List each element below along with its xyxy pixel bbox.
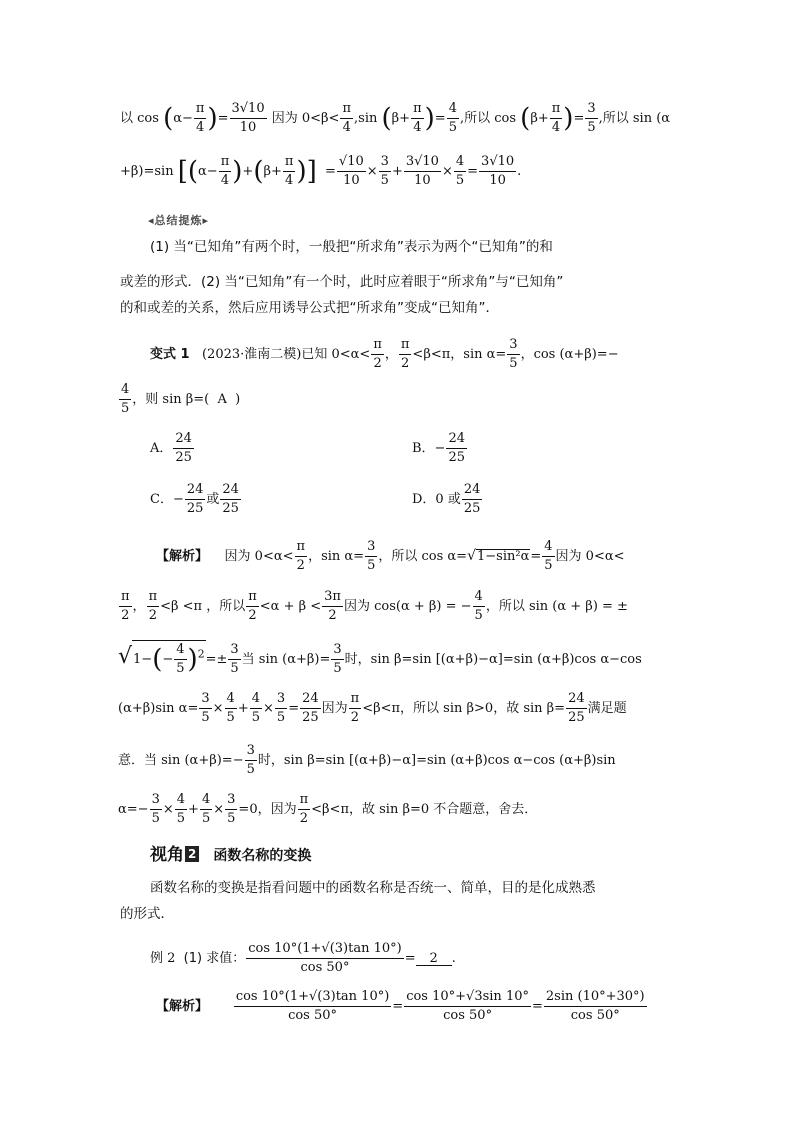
text: =0，因为	[238, 802, 297, 817]
solution-tag: 【解析】	[156, 549, 209, 564]
fraction: $\frac{\pi}{2}$	[148, 589, 158, 623]
paren-close: )	[424, 103, 435, 134]
text: ,sin	[354, 111, 378, 126]
fraction: $\frac{\pi}{2}$	[248, 589, 257, 623]
fraction: $\frac{24}{25}$	[175, 431, 192, 465]
fraction: $\frac{24}{25}$	[186, 482, 204, 516]
section-heading	[150, 840, 311, 865]
fraction: $\frac{\pi}{2}$	[373, 337, 382, 371]
fraction: $\frac{24}{25}$	[302, 691, 319, 725]
paren-open: (	[152, 644, 163, 675]
text: <β<π，sin α=	[412, 347, 507, 362]
option-d[interactable]	[412, 483, 483, 516]
text: <β<π，故 sin β=0 不合题意，舍去．	[311, 802, 538, 817]
fraction: $\frac{4}{5}$	[455, 154, 465, 188]
text: ，则 sin β=(	[132, 392, 210, 407]
fraction: $\frac{3}{5}$	[246, 743, 255, 777]
text: (1) 求值：	[183, 951, 246, 966]
fraction: $\frac{3}{5}$	[333, 642, 342, 676]
text: 因为 0<β<	[271, 111, 340, 126]
option-label: D．0 或	[412, 492, 461, 507]
fraction: $\frac{\pi}{2}$	[296, 539, 306, 573]
text: 因为 cos(α + β) = −	[343, 599, 472, 614]
fraction: $\frac{\pi}{4}$	[220, 154, 230, 188]
summary-line-2: 或差的形式．(2) 当“已知角”有一个时，此时应着眼于“所求角”与“已知角”	[120, 274, 564, 290]
fraction: $\frac{24}{25}$	[463, 482, 481, 516]
variant-question	[150, 338, 619, 371]
section-title: 视角	[150, 845, 184, 865]
sol1-row-1	[156, 540, 625, 573]
solution-tag: 【解析】	[156, 999, 209, 1014]
bracket-open: [	[177, 156, 188, 187]
fraction: $\frac{\pi}{4}$	[551, 101, 561, 135]
text: =	[404, 951, 416, 966]
text: =	[392, 999, 404, 1014]
fraction: $\frac{3}{5}$	[151, 792, 160, 826]
text: ×	[263, 701, 274, 716]
text: β+	[391, 111, 411, 126]
fraction: $\frac{2\sin (10^\circ+30^\circ)}{\cos 50^\circ}$	[545, 989, 645, 1023]
text: ×	[213, 802, 225, 817]
text: α−	[198, 164, 218, 179]
answer: A	[217, 392, 227, 407]
fraction: $\frac{24}{25}$	[568, 691, 585, 725]
fraction: $\frac{4}{5}$	[544, 539, 553, 573]
fraction: $\frac{3}{5}$	[380, 154, 389, 188]
option-b[interactable]	[412, 432, 468, 465]
option-label: C．−	[150, 492, 184, 507]
fraction: $\frac{3}{5}$	[201, 691, 210, 725]
radical: √	[467, 548, 476, 564]
text: 以 cos	[120, 111, 159, 126]
paren-open: (	[253, 156, 264, 187]
text: ,所以 sin (α	[598, 111, 671, 126]
variant-question-cont	[118, 383, 240, 416]
section-number-badge: 2	[185, 846, 199, 862]
text: 因为	[321, 701, 348, 716]
text: α=−	[118, 802, 149, 817]
text: 或	[206, 492, 220, 507]
text: 因为 0<α<	[555, 549, 625, 564]
option-c[interactable]	[150, 483, 242, 516]
solution-line-2: +β)=sin [(α− $\frac{\pi}{4}$ )+(β+ $\frac{\pi}{4}$ )] = $\frac{√10}{10}$ × $\frac{3}{5}$ + $\frac{3√10}{10}$ × $\frac{4}{5}$ = $\frac{3√10}{10}$ .	[120, 154, 522, 188]
sol1-row-6	[118, 793, 537, 826]
sqrt-content: 1−sin²α	[477, 549, 530, 564]
radical: √	[118, 644, 133, 669]
text: β+	[263, 164, 282, 179]
text: ，所以 sin (α + β) = ±	[485, 599, 628, 614]
text: =	[531, 999, 543, 1014]
paren-open: (	[381, 103, 392, 134]
text: <β <π ，所以	[160, 599, 246, 614]
solution-line-1: 以 cos (α− $\frac{\pi}{4}$ )= $\frac{3√10}{10}$ 因为 0<β< $\frac{\pi}{4}$ ,sin (β+ $\frac{\pi}{4}$ )= $\frac{4}{5}$ ,所以 cos (β+ $\frac{\pi}{4}$ )= $\frac{3}{5}$ ,所以 sin (α	[120, 101, 671, 135]
fraction: $\frac{4}{5}$	[474, 589, 483, 623]
view2-para-1: 函数名称的变换是指看问题中的函数名称是否统一、简单，目的是化成熟悉	[150, 880, 596, 896]
variant-label: 变式 1	[150, 347, 190, 362]
text: ，sin α=	[308, 549, 365, 564]
text: <α + β <	[259, 599, 322, 614]
fraction: $\frac{3√10}{10}$	[481, 154, 515, 188]
text: +	[188, 802, 199, 817]
fraction: $\frac{\pi}{4}$	[284, 154, 294, 188]
fraction: $\frac{\pi}{2}$	[299, 792, 309, 826]
fraction: $\frac{√10}{10}$	[338, 154, 364, 188]
fraction: $\frac{\cos 10^\circ(1+√(3)\tan 10^\circ)}{\cos 50^\circ}$	[235, 989, 390, 1023]
fraction: $\frac{4}{5}$	[201, 792, 211, 826]
paren-open: (	[520, 103, 531, 134]
fraction: $\frac{4}{5}$	[176, 792, 186, 826]
fraction: $\frac{24}{25}$	[222, 482, 239, 516]
fraction: $\frac{3}{5}$	[230, 642, 239, 676]
text: 因为 0<α<	[224, 549, 294, 564]
example-label: 例 2	[150, 951, 176, 966]
text: =	[530, 549, 542, 564]
paren-close: )	[296, 156, 307, 187]
fraction: $\frac{\pi}{2}$	[400, 337, 410, 371]
summary-line-1: (1) 当“已知角”有两个时，一般把“所求角”表示为两个“已知角”的和	[150, 239, 553, 255]
text: α−	[173, 111, 193, 126]
fraction: $\frac{4}{5}$	[121, 382, 130, 416]
paren-close: )	[187, 644, 198, 675]
fraction: $\frac{3}{5}$	[367, 539, 376, 573]
text: ，所以 cos α=	[378, 549, 468, 564]
fraction: $\frac{\pi}{4}$	[413, 101, 422, 135]
text: <β<π，所以 sin β>0，故 sin β=	[362, 701, 566, 716]
text: 时，sin β=sin [(α+β)−α]=sin (α+β)cos α−cos	[344, 652, 642, 667]
summary-tag: ◂总结提炼▸	[148, 214, 210, 227]
bracket-close: ]	[306, 156, 317, 187]
option-label: A．	[150, 441, 173, 456]
fraction: $\frac{4}{5}$	[226, 691, 235, 725]
fraction: $\frac{\pi}{4}$	[342, 101, 352, 135]
fraction: $\frac{4}{5}$	[176, 642, 185, 676]
text: 满足题	[587, 701, 627, 716]
fraction: $\frac{3}{5}$	[276, 691, 286, 725]
text: =±	[205, 652, 228, 667]
sqrt-content: 1−(− $\frac{4}{5}$ )$^2$	[133, 642, 205, 676]
example-2-question	[150, 942, 456, 975]
text: ，	[384, 347, 398, 362]
sol1-row-2	[118, 590, 628, 623]
text: 1−	[133, 652, 153, 667]
exponent: 2	[197, 647, 205, 661]
fraction: $\frac{\pi}{2}$	[350, 691, 360, 725]
paren-close: )	[232, 156, 243, 187]
text: 意．当 sin (α+β)=−	[118, 753, 244, 768]
text: )	[235, 392, 241, 407]
section-subtitle: 函数名称的变换	[213, 848, 312, 864]
fraction: $\frac{\cos 10^\circ+√3\sin 10^\circ}{\cos 50^\circ}$	[406, 989, 529, 1023]
text: =	[288, 701, 300, 716]
fraction: $\frac{3}{5}$	[227, 792, 236, 826]
text: 时，sin β=sin [(α+β)−α]=sin (α+β)cos α−cos (α+β)sin	[257, 753, 616, 768]
fraction: $\frac{3}{5}$	[509, 337, 518, 371]
text: ，cos (α+β)=−	[520, 347, 619, 362]
fraction: $\frac{3√10}{10}$	[405, 154, 439, 188]
fraction: $\frac{\cos 10^\circ(1+√(3)\tan 10^\circ)}{\cos 50^\circ}$	[248, 941, 402, 975]
summary-line-3: 的和或差的关系，然后应用诱导公式把“所求角”变成“已知角”．	[120, 300, 499, 316]
option-label: B．−	[412, 441, 446, 456]
fraction: $\frac{4}{5}$	[251, 691, 260, 725]
paren-open: (	[163, 103, 174, 134]
text: β+	[530, 111, 549, 126]
fraction: $\frac{3√10}{10}$	[231, 101, 265, 135]
sol2-row-1	[156, 990, 648, 1023]
text: ，	[132, 599, 146, 614]
answer-blank: 2	[416, 952, 452, 966]
fraction: $\frac{\pi}{2}$	[121, 589, 130, 623]
fraction: $\frac{3}{5}$	[587, 101, 596, 135]
text: +β)=sin	[120, 164, 174, 179]
text: (α+β)sin α=	[118, 701, 199, 716]
sol1-row-4	[118, 692, 627, 725]
fraction: $\frac{3\pi}{2}$	[324, 589, 341, 623]
sol1-row-3	[118, 640, 642, 676]
text: ×	[162, 802, 174, 817]
text: .	[451, 951, 456, 966]
paren-close: )	[563, 103, 574, 134]
fraction: $\frac{4}{5}$	[448, 101, 457, 135]
text: 当 sin (α+β)=	[241, 652, 331, 667]
text: ×	[212, 701, 224, 716]
paren-close: )	[207, 103, 218, 134]
paren-open: (	[187, 156, 199, 187]
text: (2023·淮南二模)已知 0<α<	[201, 347, 371, 362]
fraction: $\frac{24}{25}$	[448, 431, 465, 465]
text: +	[237, 701, 249, 716]
sol1-row-5	[118, 744, 616, 777]
option-a[interactable]	[150, 432, 195, 465]
text: ,所以 cos	[459, 111, 517, 126]
fraction: $\frac{\pi}{4}$	[195, 101, 205, 135]
view2-para-2: 的形式．	[120, 906, 174, 922]
